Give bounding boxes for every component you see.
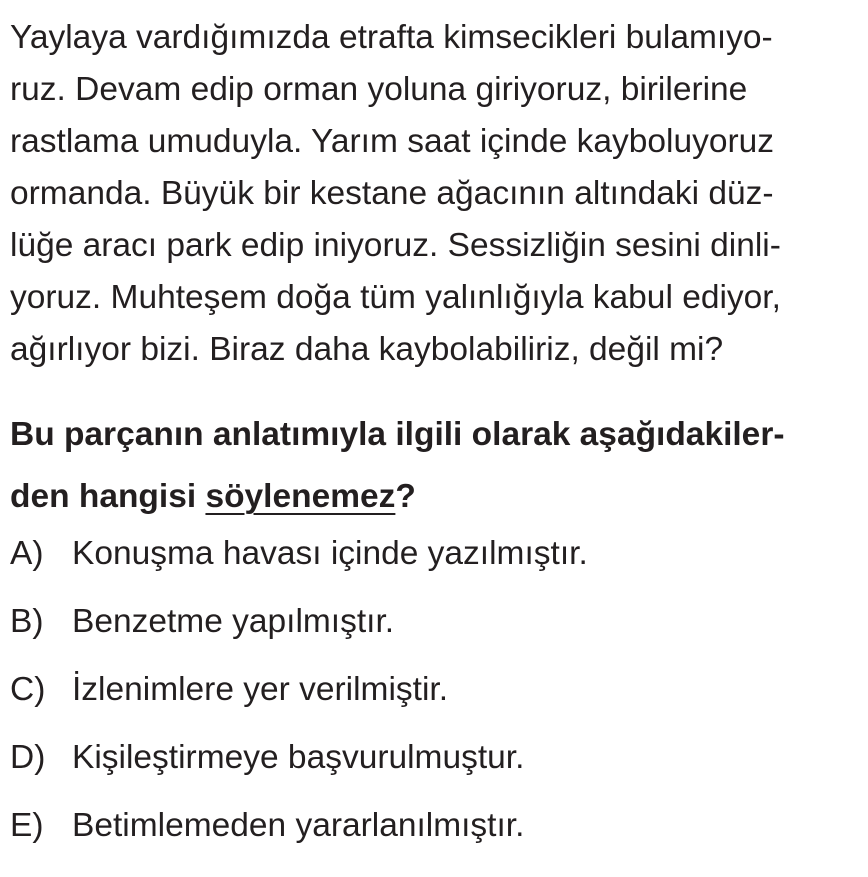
- option-text: Betimlemeden yararlanılmıştır.: [72, 807, 525, 844]
- question-emphasis: söylenemez: [205, 478, 396, 515]
- option-a[interactable]: [10, 527, 860, 595]
- passage-line: ağırlıyor bizi. Biraz daha kaybolabiliriz, değil mi?: [10, 331, 724, 368]
- passage-line: ormanda. Büyük bir kestane ağacının altındaki düz-: [10, 175, 774, 212]
- option-text: Konuşma havası içinde yazılmıştır.: [72, 535, 588, 572]
- option-text: İzlenimlere yer verilmiştir.: [72, 671, 449, 708]
- option-text: Benzetme yapılmıştır.: [72, 603, 395, 640]
- passage: [10, 12, 860, 376]
- option-letter: A): [10, 535, 44, 572]
- option-e[interactable]: [10, 799, 860, 867]
- option-text: Kişileştirmeye başvurulmuştur.: [72, 739, 525, 776]
- question-stem: [10, 404, 860, 528]
- option-letter: B): [10, 603, 44, 640]
- passage-line: Yaylaya vardığımızda etrafta kimsecikleri bulamıyo-: [10, 19, 773, 56]
- question-line-1: Bu parçanın anlatımıyla ilgili olarak aşağıdakiler-: [10, 416, 785, 453]
- option-letter: E): [10, 807, 44, 844]
- option-letter: C): [10, 671, 46, 708]
- passage-line: yoruz. Muhteşem doğa tüm yalınlığıyla kabul ediyor,: [10, 279, 781, 316]
- answer-options: [10, 527, 860, 867]
- passage-line: lüğe aracı park edip iniyoruz. Sessizliğin sesini dinli-: [10, 227, 781, 264]
- option-b[interactable]: [10, 595, 860, 663]
- question-line-2-prefix: den hangisi: [10, 478, 206, 515]
- option-c[interactable]: [10, 663, 860, 731]
- passage-line: rastlama umuduyla. Yarım saat içinde kayboluyoruz: [10, 123, 775, 160]
- option-letter: D): [10, 739, 46, 776]
- passage-line: ruz. Devam edip orman yoluna giriyoruz, birilerine: [10, 71, 748, 108]
- option-d[interactable]: [10, 731, 860, 799]
- question-line-2: [10, 466, 860, 528]
- question-mark: ?: [395, 478, 416, 515]
